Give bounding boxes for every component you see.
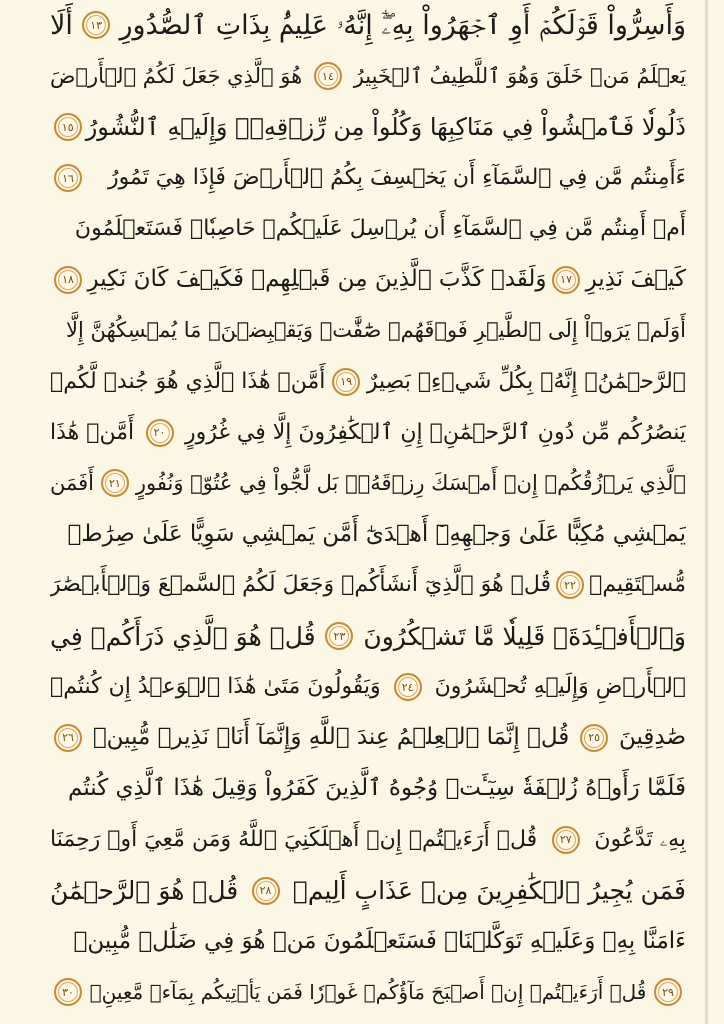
text-line-20 bbox=[50, 967, 686, 1018]
ayah-marker-13: ١٣ bbox=[82, 11, 110, 39]
ayah-marker-23: ٢٣ bbox=[325, 622, 353, 650]
line-text: مُّسۡتَقِيمٖ bbox=[589, 572, 686, 598]
line-text: فَمَن يُجِيرُ ٱلۡكَٰفِرِينَ مِنۡ عَذَابٍ أَلِيمٖ bbox=[292, 876, 686, 906]
line-text-tail: قُلۡ هُوَ ٱلَّذِي ذَرَأَكُمۡ فِي bbox=[50, 621, 316, 651]
line-text: يَعۡلَمُ مَنۡ خَلَقَ وَهُوَ ٱللَّطِيفُ ٱلۡخَبِيرُ bbox=[353, 63, 686, 88]
ayah-marker-25: ٢٥ bbox=[580, 724, 608, 752]
ayah-marker-15: ١٥ bbox=[54, 113, 82, 141]
ayah-marker-30: ٣٠ bbox=[54, 978, 82, 1006]
line-text: كَيۡفَ نَذِيرِ bbox=[585, 266, 686, 293]
text-line-15 bbox=[50, 712, 686, 763]
line-text: ٱلۡأَرۡضِ وَإِلَيۡهِ تُحۡشَرُونَ bbox=[434, 674, 686, 700]
ayah-marker-28: ٢٨ bbox=[252, 877, 280, 905]
line-text: ءَامَنَّا بِهِۦ وَعَلَيۡهِ تَوَكَّلۡنَاۖ فَسَتَعۡلَمُونَ مَنۡ هُوَ فِي ضَلَٰلٖ مُّبِينٖ bbox=[73, 927, 686, 954]
text-line-9 bbox=[50, 407, 686, 458]
text-line-12 bbox=[50, 560, 686, 611]
line-text-tail: قُلۡ أَرَءَيۡتُمۡ إِنۡ أَهۡلَكَنِيَ ٱللَّهُ وَمَن مَّعِيَ أَوۡ رَحِمَنَا bbox=[50, 826, 538, 852]
text-line-3 bbox=[50, 102, 686, 153]
text-line-11 bbox=[50, 509, 686, 560]
line-text: ٱلرَّحۡمَٰنُۚ إِنَّهُۥ بِكُلِّ شَيۡءِۭ بَصِيرٌ bbox=[366, 368, 686, 394]
line-text: يَمۡشِي مُكِبًّا عَلَىٰ وَجۡهِهِۦٓ أَهۡدَىٰٓ أَمَّن يَمۡشِي سَوِيًّا عَلَىٰ صِرَٰطٖ bbox=[67, 520, 686, 547]
line-text: بِهِۦ تَدَّعُونَ bbox=[594, 826, 686, 852]
text-line-8 bbox=[50, 356, 686, 407]
line-text: قُلۡ أَرَءَيۡتُمۡ إِنۡ أَصۡبَحَ مَآؤُكُمۡ غَوۡرٗا فَمَن يَأۡتِيكُم بِمَآءٖ مَّعِينِۭ bbox=[89, 980, 647, 1005]
line-text: وَأَسِرُّواْ قَوۡلَكُمۡ أَوِ ٱجۡهَرُواْ بِهِۦٓۖ إِنَّهُۥ عَلِيمُۢ بِذَاتِ ٱلصُّدُورِ bbox=[119, 9, 686, 41]
line-text: أَمۡ أَمِنتُم مَّن فِي ٱلسَّمَآءِ أَن يُرۡسِلَ عَلَيۡكُمۡ حَاصِبٗاۖ فَسَتَعۡلَمُونَ bbox=[74, 216, 686, 241]
text-line-10 bbox=[50, 458, 686, 509]
text-line-4 bbox=[50, 153, 686, 204]
line-text: ءَأَمِنتُم مَّن فِي ٱلسَّمَآءِ أَن يَخۡسِفَ بِكُمُ ٱلۡأَرۡضَ فَإِذَا هِيَ تَمُورُ bbox=[107, 165, 686, 191]
text-line-6 bbox=[50, 254, 686, 305]
line-text-tail: أَمَّنۡ هَٰذَا ٱلَّذِي هُوَ جُندٞ لَّكُمۡ bbox=[50, 368, 326, 394]
line-text-tail: قُلۡ إِنَّمَا ٱلۡعِلۡمُ عِندَ ٱللَّهِ وَإِنَّمَآ أَنَا۠ نَذِيرٞ مُّبِينٞ bbox=[92, 724, 570, 751]
text-line-17 bbox=[50, 814, 686, 865]
line-text-tail: أَفَمَن bbox=[50, 470, 95, 495]
ayah-marker-19: ١٩ bbox=[332, 368, 360, 396]
text-line-7 bbox=[50, 305, 686, 356]
line-text: ذَلُولٗا فَٱمۡشُواْ فِي مَنَاكِبِهَا وَكُلُواْ مِن رِّزۡقِهِۦۖ وَإِلَيۡهِ ٱلنُّشُورُ bbox=[85, 113, 686, 142]
text-line-2 bbox=[50, 51, 686, 102]
text-line-19 bbox=[50, 916, 686, 967]
ayah-marker-16: ١٦ bbox=[54, 164, 82, 192]
text-line-16 bbox=[50, 763, 686, 814]
line-text-tail: قُلۡ هُوَ ٱلرَّحۡمَٰنُ bbox=[50, 876, 239, 906]
line-text: صَٰدِقِينَ bbox=[618, 724, 686, 751]
line-text: وَٱلۡأَفۡـِٔدَةَۚ قَلِيلٗا مَّا تَشۡكُرُونَ bbox=[363, 621, 686, 651]
ayah-marker-18: ١٨ bbox=[54, 266, 82, 294]
line-text-tail: قُلۡ هُوَ ٱلَّذِيٓ أَنشَأَكُمۡ وَجَعَلَ لَكُمُ ٱلسَّمۡعَ وَٱلۡأَبۡصَٰرَ bbox=[50, 572, 551, 598]
ayah-marker-26: ٢٦ bbox=[54, 724, 82, 752]
line-text-tail: أَلَا bbox=[50, 9, 73, 41]
ayah-marker-27: ٢٧ bbox=[552, 826, 580, 854]
text-line-18 bbox=[50, 865, 686, 916]
text-line-13 bbox=[50, 611, 686, 662]
line-text: فَلَمَّا رَأَوۡهُ زُلۡفَةٗ سِيٓـَٔتۡ وُجُوهُ ٱلَّذِينَ كَفَرُواْ وَقِيلَ هَٰذَا ٱلَّذِي كُنتُم bbox=[68, 775, 686, 802]
text-line-1 bbox=[50, 0, 686, 51]
line-text-tail: وَيَقُولُونَ مَتَىٰ هَٰذَا ٱلۡوَعۡدُ إِن كُنتُمۡ bbox=[50, 674, 381, 700]
ayah-marker-20: ٢٠ bbox=[146, 419, 174, 447]
ayah-marker-22: ٢٢ bbox=[556, 571, 584, 599]
line-text-tail: أَمَّنۡ هَٰذَا bbox=[50, 419, 135, 445]
text-line-5 bbox=[50, 204, 686, 255]
ayah-marker-29: ٢٩ bbox=[654, 978, 682, 1006]
line-text-tail: وَلَقَدۡ كَذَّبَ ٱلَّذِينَ مِن قَبۡلِهِمۡ فَكَيۡفَ كَانَ نَكِيرِ bbox=[87, 266, 547, 293]
ayah-marker-24: ٢٤ bbox=[394, 673, 422, 701]
ayah-marker-17: ١٧ bbox=[552, 266, 580, 294]
line-text-tail: هُوَ ٱلَّذِي جَعَلَ لَكُمُ ٱلۡأَرۡضَ bbox=[50, 63, 303, 88]
ayah-marker-14: ١٤ bbox=[314, 62, 342, 90]
line-text: أَوَلَمۡ يَرَوۡاْ إِلَى ٱلطَّيۡرِ فَوۡقَهُمۡ صَٰٓفَّٰتٖ وَيَقۡبِضۡنَۚ مَا يُمۡسِكُهُنَّ إِلَّا bbox=[66, 318, 686, 343]
text-line-14 bbox=[50, 662, 686, 713]
line-text: ٱلَّذِي يَرۡزُقُكُمۡ إِنۡ أَمۡسَكَ رِزۡقَهُۥۚ بَل لَّجُّواْ فِي عُتُوّٖ وَنُفُورٍ bbox=[135, 470, 686, 495]
line-text: يَنصُرُكُم مِّن دُونِ ٱلرَّحۡمَٰنِۚ إِنِ ٱلۡكَٰفِرُونَ إِلَّا فِي غُرُورٍ bbox=[184, 419, 686, 445]
ayah-marker-21: ٢١ bbox=[101, 469, 129, 497]
